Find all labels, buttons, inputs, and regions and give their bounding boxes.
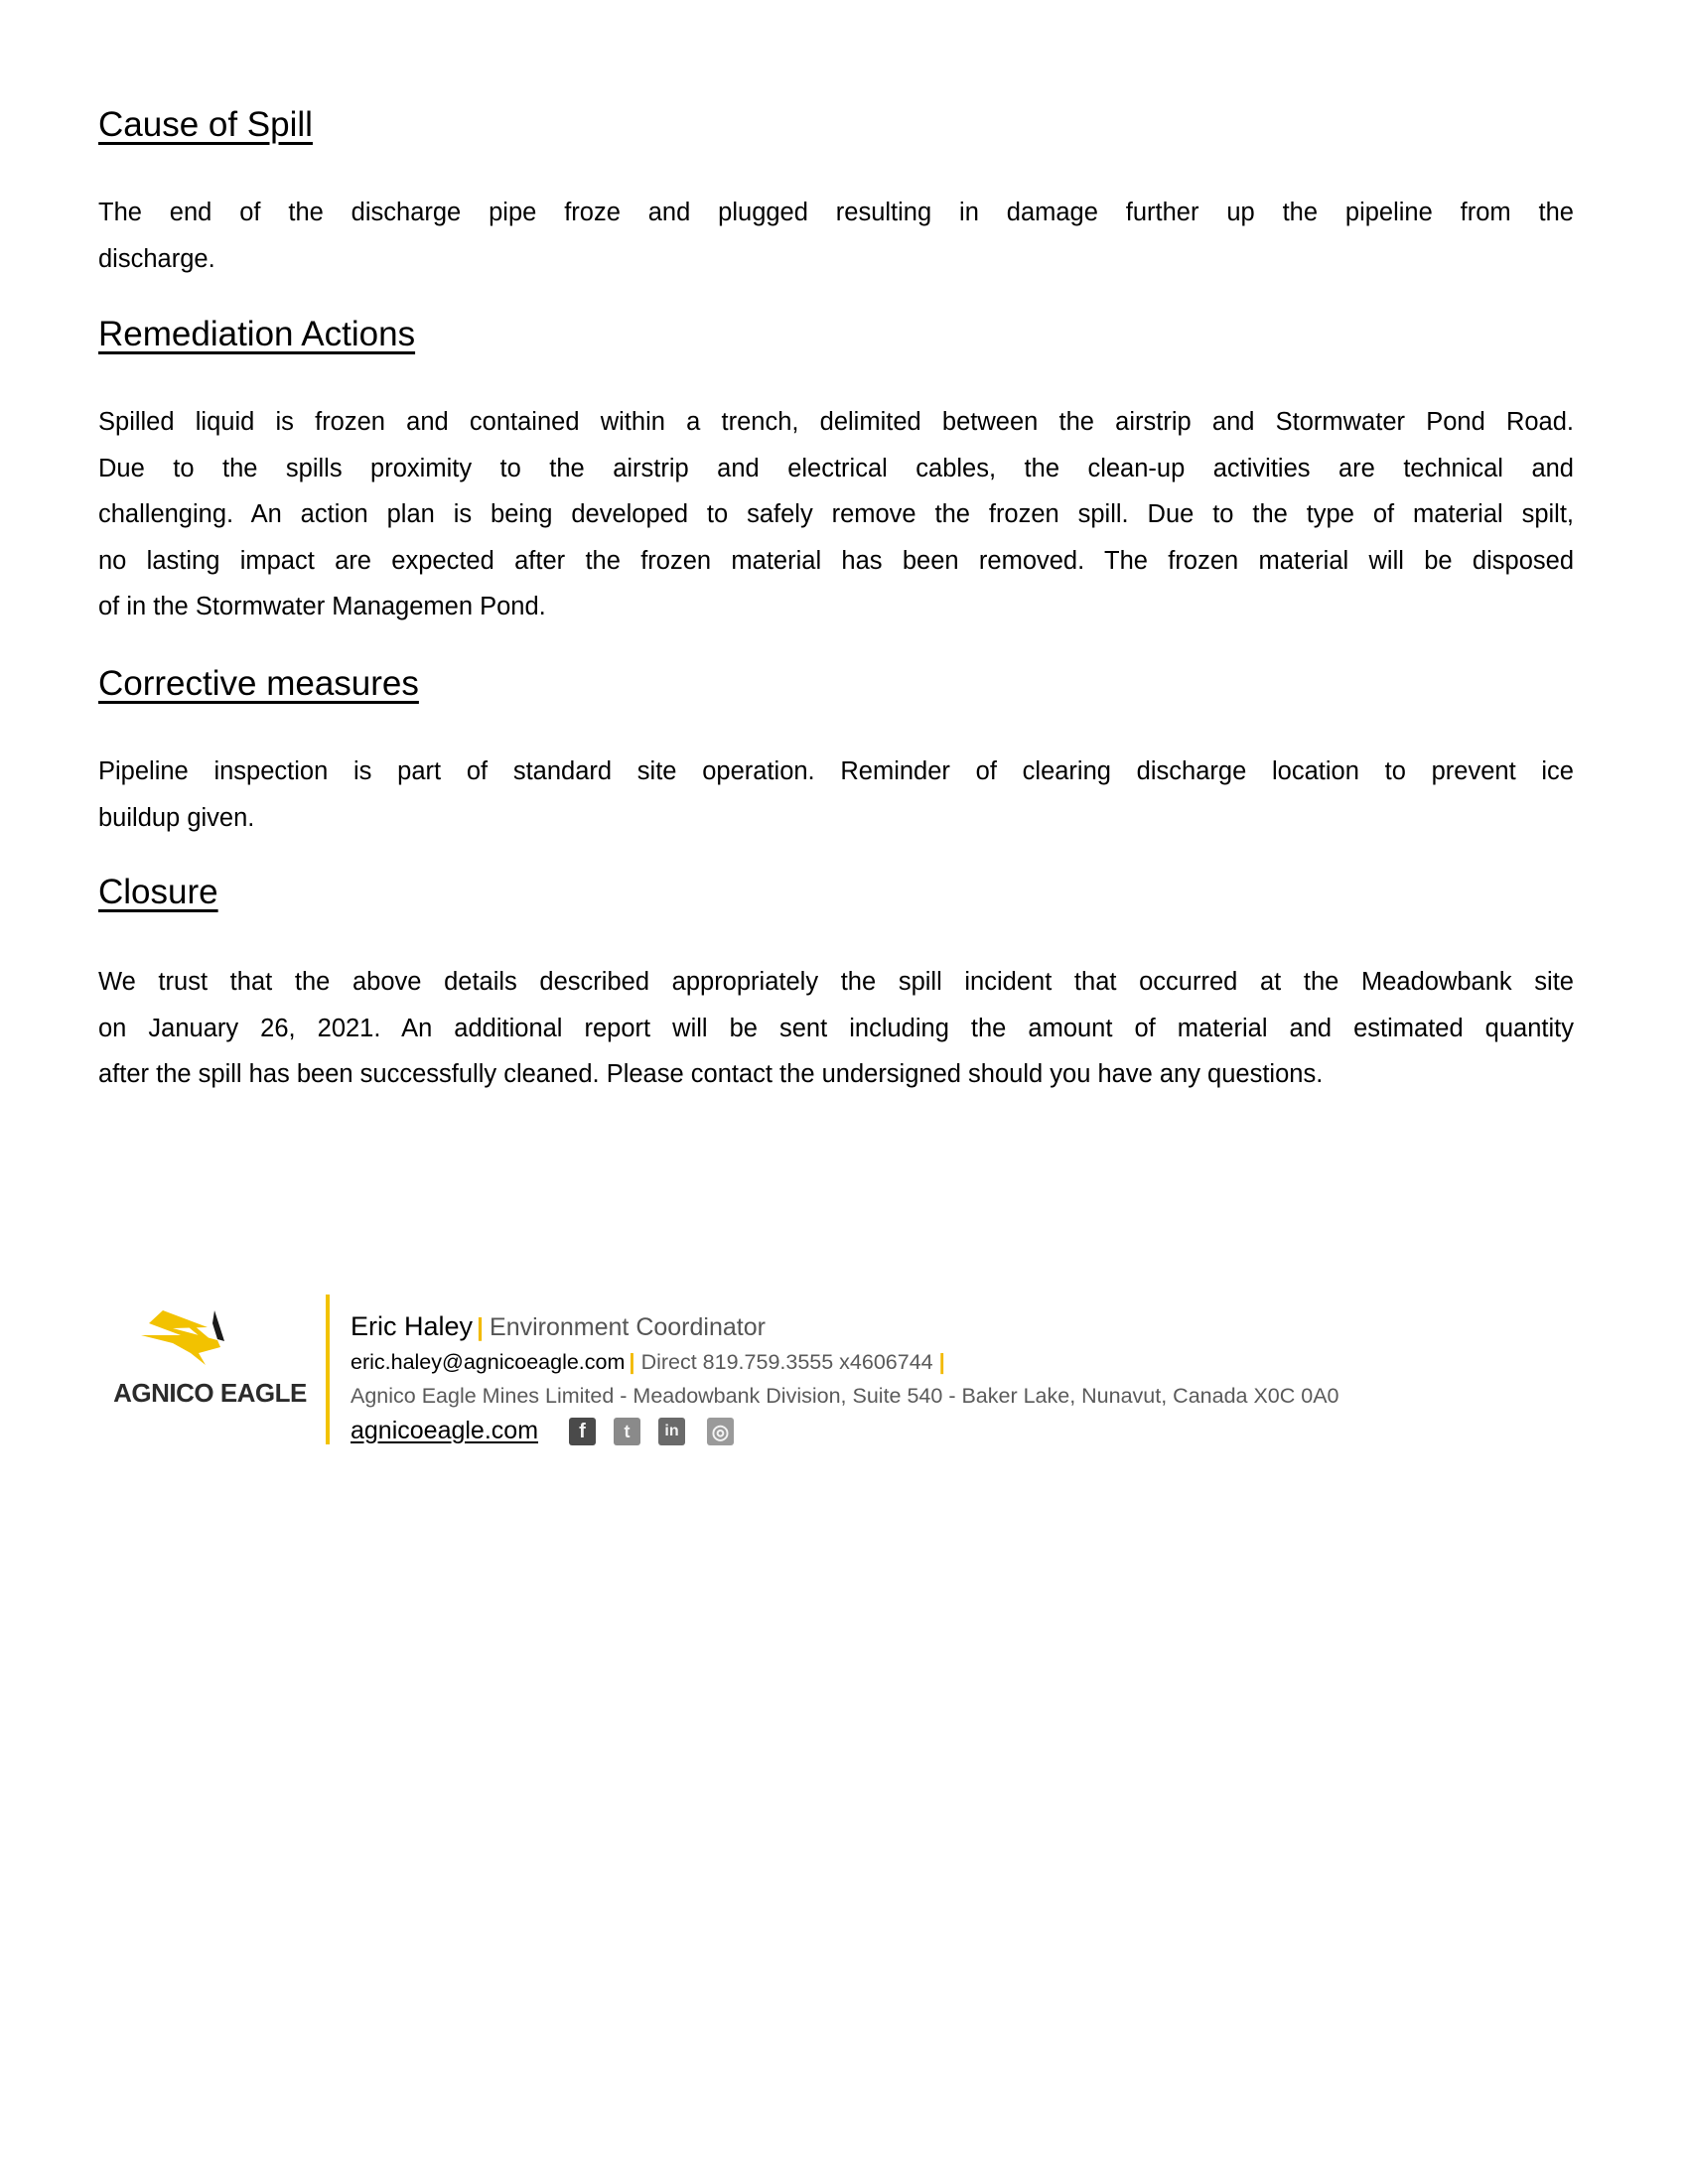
paragraph-closure [98, 959, 1574, 1098]
agnico-eagle-logo [103, 1296, 317, 1415]
heading-corrective-measures: Corrective measures [98, 664, 419, 703]
signature-contact-row [351, 1349, 951, 1375]
text-line: after the spill has been successfully cleaned. Please contact the undersigned should you have any questions. [98, 1060, 1324, 1089]
text-line: Spilled liquid is frozen and contained within a trench, delimited between the airstrip and Stormwater Pond Road. [98, 408, 1574, 436]
text-line: on January 26, 2021. An additional report will be sent including the amount of material and estimated quantity [98, 1014, 1574, 1042]
signature-name: Eric Haley [351, 1311, 474, 1341]
text-line: The end of the discharge pipe froze and plugged resulting in damage further up the pipeline from the [98, 199, 1574, 226]
text-line: of in the Stormwater Managemen Pond. [98, 593, 546, 621]
website-link[interactable]: agnicoeagle.com [351, 1417, 539, 1444]
text-line: challenging. An action plan is being developed to safely remove the frozen spill. Due to the type of material spilt, [98, 500, 1574, 529]
linkedin-icon[interactable]: in [658, 1418, 685, 1445]
text-line: Pipeline inspection is part of standard site operation. Reminder of clearing discharge location to prevent ice [98, 757, 1574, 785]
signature-address-row [351, 1384, 1339, 1409]
instagram-icon[interactable]: ◎ [707, 1418, 734, 1445]
separator: | [629, 1349, 635, 1374]
separator: | [938, 1349, 945, 1374]
paragraph-remediation-actions [98, 399, 1574, 630]
signature-title: Environment Coordinator [490, 1313, 766, 1341]
twitter-icon[interactable]: t [614, 1418, 640, 1445]
text-line: We trust that the above details described appropriately the spill incident that occurred at the Meadowbank site [98, 968, 1574, 996]
heading-remediation-actions: Remediation Actions [98, 315, 416, 353]
heading-cause-of-spill: Cause of Spill [98, 105, 313, 144]
eagle-icon [103, 1296, 317, 1385]
heading-closure: Closure [98, 873, 218, 911]
company-address: Agnico Eagle Mines Limited - Meadowbank Division, Suite 540 - Baker Lake, Nunavut, Canada X0C 0A0 [351, 1384, 1339, 1408]
text-line: Due to the spills proximity to the airstrip and electrical cables, the clean-up activities are technical and [98, 454, 1574, 482]
facebook-icon[interactable]: f [569, 1418, 596, 1445]
text-line: buildup given. [98, 803, 255, 832]
text-line: no lasting impact are expected after the frozen material has been removed. The frozen material will be disposed [98, 546, 1574, 575]
logo-wordmark: AGNICO EAGLE [113, 1378, 307, 1408]
signature-divider [326, 1295, 330, 1444]
signature-name-row [351, 1311, 766, 1342]
email-link[interactable]: eric.haley@agnicoeagle.com [351, 1350, 626, 1374]
phone-number: Direct 819.759.3555 x4606744 [640, 1350, 933, 1374]
text-line: discharge. [98, 244, 215, 273]
signature-website-row [351, 1417, 538, 1445]
separator: | [477, 1313, 485, 1341]
paragraph-corrective-measures [98, 749, 1574, 841]
paragraph-cause-of-spill [98, 190, 1574, 282]
